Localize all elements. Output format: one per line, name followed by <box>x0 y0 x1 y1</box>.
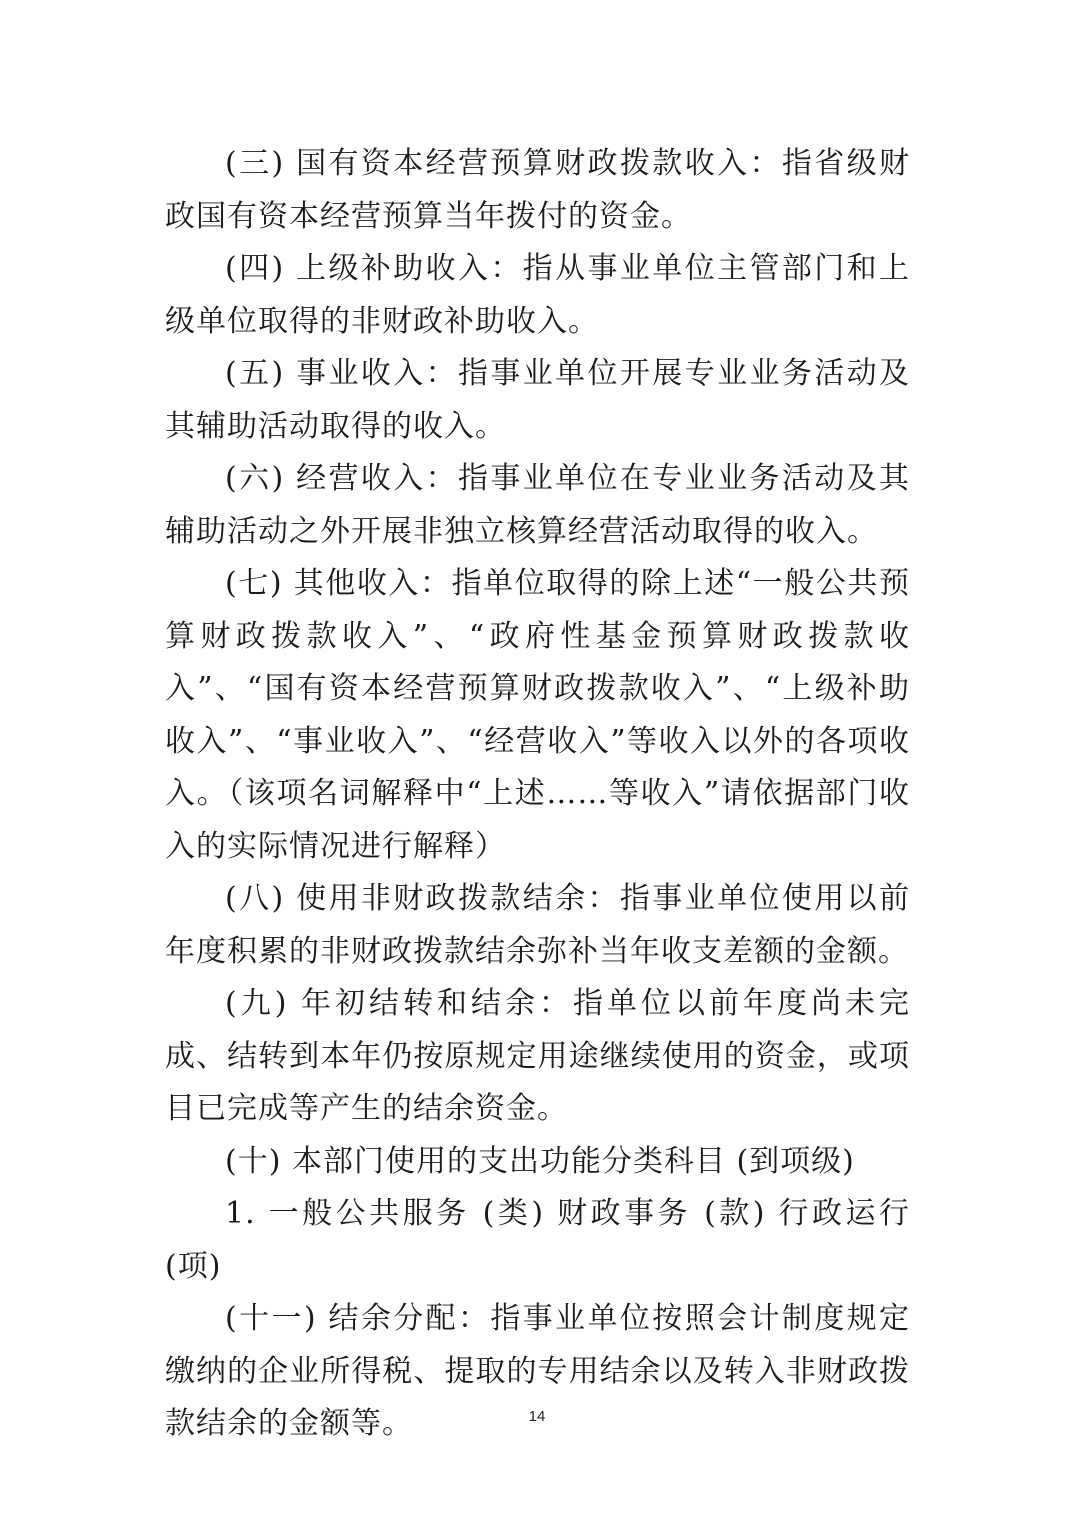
paragraph-balance-distribution: (十一) 结余分配：指事业单位按照会计制度规定缴纳的企业所得税、提取的专用结余以及转入非财政拨款结余的金额等。 <box>165 1301 910 1441</box>
paragraph-expenditure-classification: (十) 本部门使用的支出功能分类科目 (到项级) <box>225 1143 855 1179</box>
paragraph-state-capital-income: (三) 国有资本经营预算财政拨款收入：指省级财政国有资本经营预算当年拨付的资金。 <box>165 146 910 234</box>
paragraph-other-income: (七) 其他收入：指单位取得的除上述“一般公共预算财政拨款收入”、“政府性基金预算财政拨款收入”、“国有资本经营预算财政拨款收入”、“上级补助收入”、“事业收入”、“经营收入”等收入以外的各项收入。（该项名词解释中“上述……等收入”请依据部门收入的实际情况进行解释） <box>165 566 910 864</box>
body-text <box>165 138 910 1451</box>
paragraph-superior-subsidy-income: (四) 上级补助收入：指从事业单位主管部门和上级单位取得的非财政补助收入。 <box>165 251 910 339</box>
paragraph-classification-item: 1. 一般公共服务 (类) 财政事务 (款) 行政运行 (项) <box>165 1196 910 1284</box>
paragraph-operating-income: (六) 经营收入：指事业单位在专业业务活动及其辅助活动之外开展非独立核算经营活动取得的收入。 <box>165 461 910 549</box>
paragraph-carryover-and-balance: (九) 年初结转和结余：指单位以前年度尚未完成、结转到本年仍按原规定用途继续使用的资金，或项目已完成等产生的结余资金。 <box>165 986 910 1126</box>
paragraph-business-income: (五) 事业收入：指事业单位开展专业业务活动及其辅助活动取得的收入。 <box>165 356 910 444</box>
page-number: 14 <box>528 1408 546 1425</box>
paragraph-use-of-non-fiscal-balance: (八) 使用非财政拨款结余：指事业单位使用以前年度积累的非财政拨款结余弥补当年收支差额的金额。 <box>165 881 910 969</box>
